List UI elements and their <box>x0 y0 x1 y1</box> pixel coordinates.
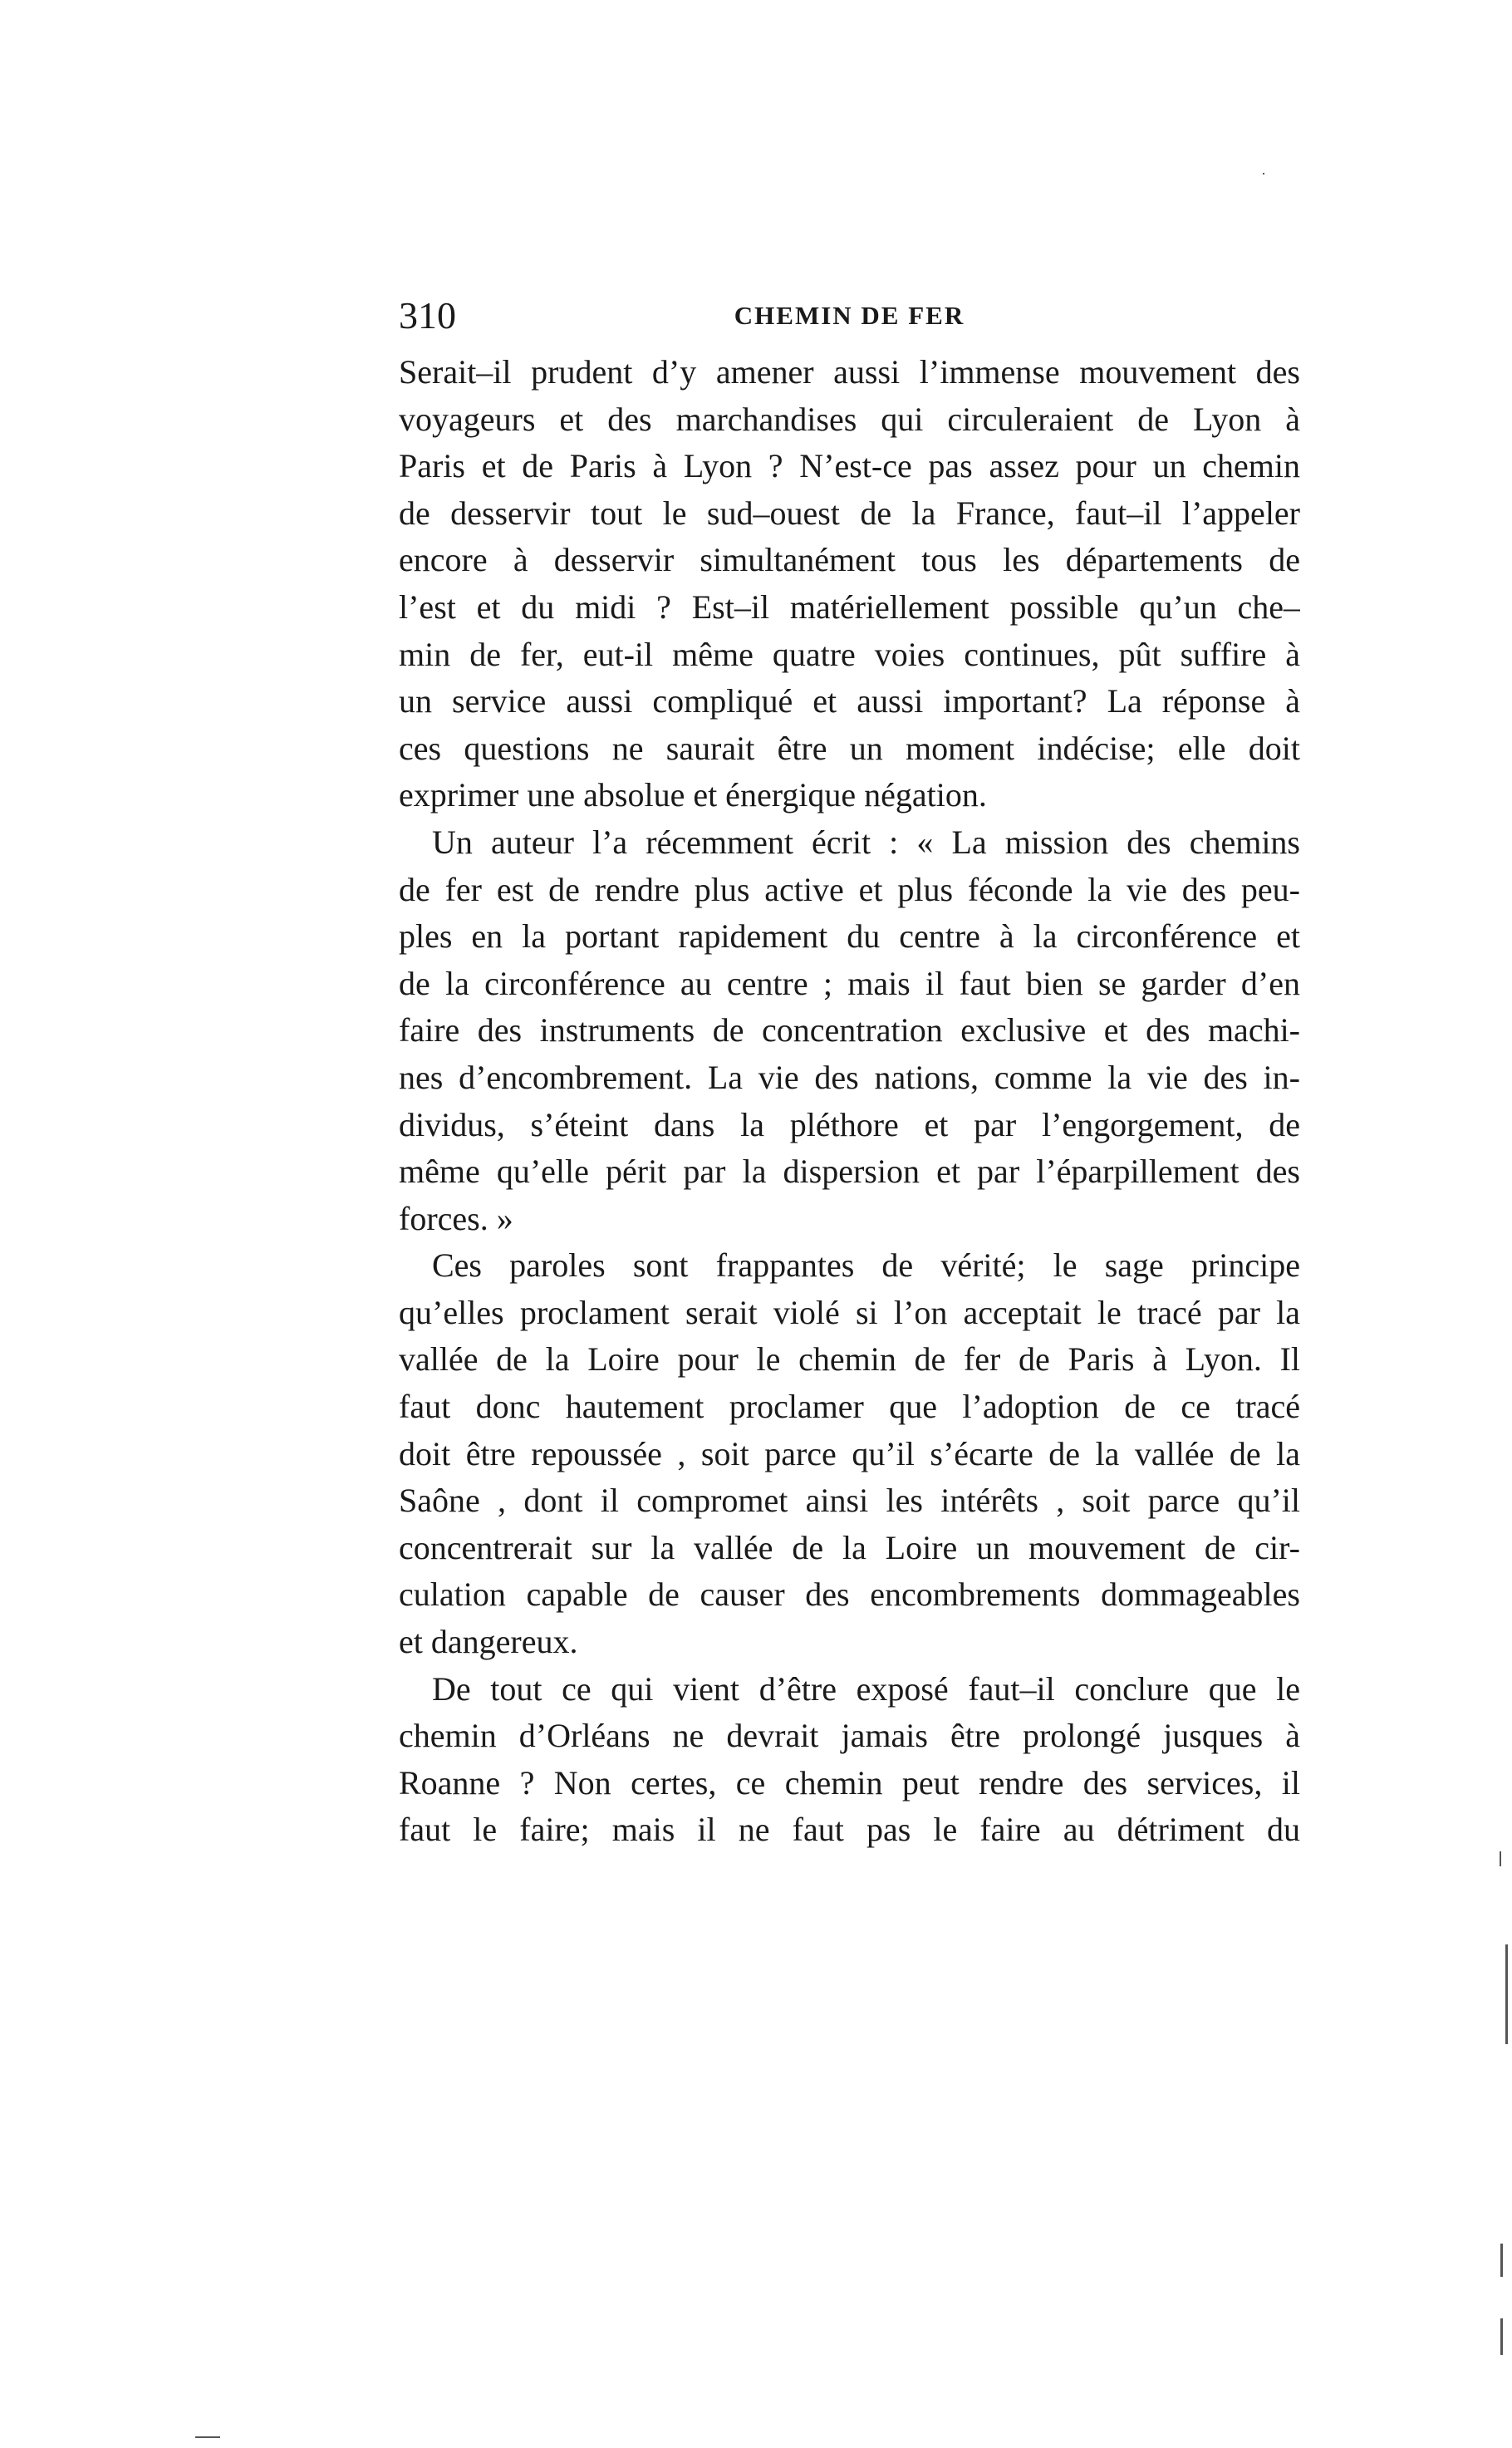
text-line: chemin d’Orléans ne devrait jamais être prolongé jusques à <box>399 1717 1300 1755</box>
text-line: un service aussi compliqué et aussi important? La réponse à <box>399 682 1300 720</box>
text-line: de la circonférence au centre ; mais il faut bien se garder d’en <box>399 964 1300 1002</box>
scan-speck <box>1505 1944 1508 2044</box>
text-line: et dangereux. <box>399 1623 578 1661</box>
text-line: faut le faire; mais il ne faut pas le faire au détriment du <box>399 1811 1300 1849</box>
text-line: concentrerait sur la vallée de la Loire un mouvement de cir- <box>399 1528 1300 1566</box>
text-line: Un auteur l’a récemment écrit : « La mission des chemins <box>432 823 1300 861</box>
text-line: de desservir tout le sud–ouest de la France, faut–il l’appeler <box>399 494 1300 532</box>
text-line: voyageurs et des marchandises qui circuleraient de Lyon à <box>399 400 1300 438</box>
text-line: de fer est de rendre plus active et plus féconde la vie des peu- <box>399 870 1300 908</box>
text-line: encore à desservir simultanément tous les départements de <box>399 541 1300 579</box>
text-line: nes d’encombrement. La vie des nations, comme la vie des in- <box>399 1058 1300 1096</box>
text-line: Paris et de Paris à Lyon ? N’est-ce pas assez pour un chemin <box>399 447 1300 485</box>
text-line: ces questions ne saurait être un moment indécise; elle doit <box>399 729 1300 767</box>
running-title: CHEMIN DE FER <box>734 301 965 330</box>
text-line: ples en la portant rapidement du centre à la circonférence et <box>399 917 1300 956</box>
text-line: Serait–il prudent d’y amener aussi l’immense mouvement des <box>399 353 1300 391</box>
scan-speck <box>1500 2318 1503 2355</box>
text-line: doit être repoussée , soit parce qu’il s’écarte de la vallée de la <box>399 1434 1300 1472</box>
text-line: l’est et du midi ? Est–il matériellement possible qu’un che– <box>399 587 1300 626</box>
text-line: vallée de la Loire pour le chemin de fer de Paris à Lyon. Il <box>399 1340 1300 1379</box>
text-line: forces. » <box>399 1199 513 1237</box>
text-line: dividus, s’éteint dans la pléthore et par l’engorgement, de <box>399 1105 1300 1143</box>
text-line: Roanne ? Non certes, ce chemin peut rendre des services, il <box>399 1763 1300 1802</box>
text-line: culation capable de causer des encombrements dommageables <box>399 1575 1300 1614</box>
scan-speck <box>1263 173 1264 175</box>
text-line: qu’elles proclament serait violé si l’on acceptait le tracé par la <box>399 1293 1300 1331</box>
body-text <box>399 349 1300 1854</box>
text-line: Saône , dont il compromet ainsi les intérêts , soit parce qu’il <box>399 1482 1300 1520</box>
text-line: faire des instruments de concentration exclusive et des machi- <box>399 1011 1300 1049</box>
page-number: 310 <box>399 294 456 337</box>
text-line: même qu’elle périt par la dispersion et par l’éparpillement des <box>399 1153 1300 1191</box>
text-line: min de fer, eut-il même quatre voies continues, pût suffire à <box>399 635 1300 673</box>
scan-speck <box>1500 1851 1501 1866</box>
text-line: exprimer une absolue et énergique négation. <box>399 776 987 814</box>
text-line: faut donc hautement proclamer que l’adoption de ce tracé <box>399 1388 1300 1426</box>
scan-speck <box>1500 2244 1503 2277</box>
scan-speck <box>195 2436 220 2438</box>
text-line: Ces paroles sont frappantes de vérité; le sage principe <box>432 1246 1300 1285</box>
text-line: De tout ce qui vient d’être exposé faut–il conclure que le <box>432 1669 1300 1708</box>
running-head <box>399 292 1300 339</box>
